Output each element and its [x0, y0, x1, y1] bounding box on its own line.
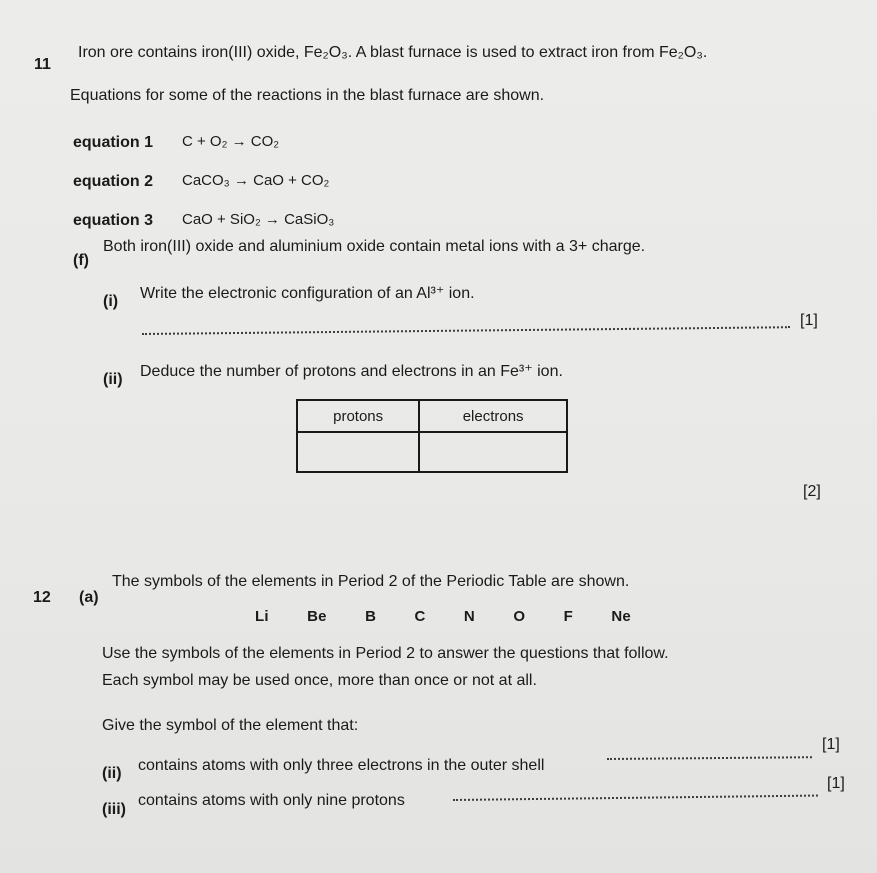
- mark-a-iii: [1]: [827, 775, 845, 792]
- element-o: O: [513, 608, 526, 625]
- element-ne: Ne: [611, 608, 631, 625]
- protons-answer-cell[interactable]: [297, 432, 419, 472]
- mark-f-ii: [2]: [803, 483, 821, 500]
- mark-f-i: [1]: [800, 312, 818, 329]
- part-a-text: The symbols of the elements in Period 2 of the Periodic Table are shown.: [112, 573, 630, 590]
- part-f-ii-text: Deduce the number of protons and electrons in an Fe³⁺ ion.: [140, 363, 563, 380]
- part-f-label: (f): [73, 252, 89, 269]
- element-b: B: [365, 608, 377, 625]
- instructions-line-1: Use the symbols of the elements in Period 2 to answer the questions that follow.: [102, 645, 669, 662]
- instructions-line-2: Each symbol may be used once, more than once or not at all.: [102, 672, 537, 689]
- part-f-i-label: (i): [103, 293, 119, 310]
- element-f: F: [563, 608, 573, 625]
- part-a-ii-text: contains atoms with only three electrons in the outer shell: [138, 757, 545, 774]
- equation-3-formula: CaO + SiO₂ → CaSiO₃: [182, 211, 335, 228]
- answer-line-a-iii[interactable]: [453, 795, 818, 801]
- question-12-number: 12: [33, 589, 51, 606]
- question-11-number: 11: [34, 56, 51, 73]
- protons-electrons-table: [296, 399, 568, 473]
- part-a-iii-label: (iii): [102, 801, 126, 818]
- part-a-ii-label: (ii): [102, 765, 122, 782]
- answer-line-a-ii[interactable]: [607, 756, 812, 760]
- period-2-elements: [255, 609, 631, 624]
- answer-line-f-i[interactable]: [142, 326, 790, 335]
- element-n: N: [463, 608, 475, 625]
- question-11-stem-text: Iron ore contains iron(III) oxide, Fe₂O₃. A blast furnace is used to extract iron from Fe₂O₃.: [78, 44, 708, 61]
- element-li: Li: [255, 608, 269, 625]
- element-be: Be: [307, 608, 327, 625]
- equation-3-label: equation 3: [73, 212, 154, 229]
- equation-1-label: equation 1: [73, 134, 154, 151]
- part-f-i-text: Write the electronic configuration of an Al³⁺ ion.: [140, 285, 475, 302]
- part-a-iii-text: contains atoms with only nine protons: [138, 792, 405, 809]
- part-f-text: Both iron(III) oxide and aluminium oxide contain metal ions with a 3+ charge.: [103, 238, 646, 255]
- equation-2-formula: CaCO₃ → CaO + CO₂: [182, 172, 330, 189]
- electrons-answer-cell[interactable]: [419, 432, 567, 472]
- table-header-electrons: electrons: [419, 400, 567, 432]
- question-11-stem: [78, 45, 707, 61]
- table-header-row: [297, 400, 567, 432]
- table-answer-row: [297, 432, 567, 472]
- table-header-protons: protons: [297, 400, 419, 432]
- equation-1-formula: C + O₂ → CO₂: [182, 133, 280, 150]
- mark-a-ii: [1]: [822, 736, 840, 753]
- equation-2-label: equation 2: [73, 173, 154, 190]
- element-c: C: [414, 608, 426, 625]
- question-11-intro: Equations for some of the reactions in the blast furnace are shown.: [70, 87, 545, 104]
- part-f-ii-label: (ii): [103, 371, 123, 388]
- question-prompt: Give the symbol of the element that:: [102, 717, 359, 734]
- part-a-label: (a): [79, 589, 99, 606]
